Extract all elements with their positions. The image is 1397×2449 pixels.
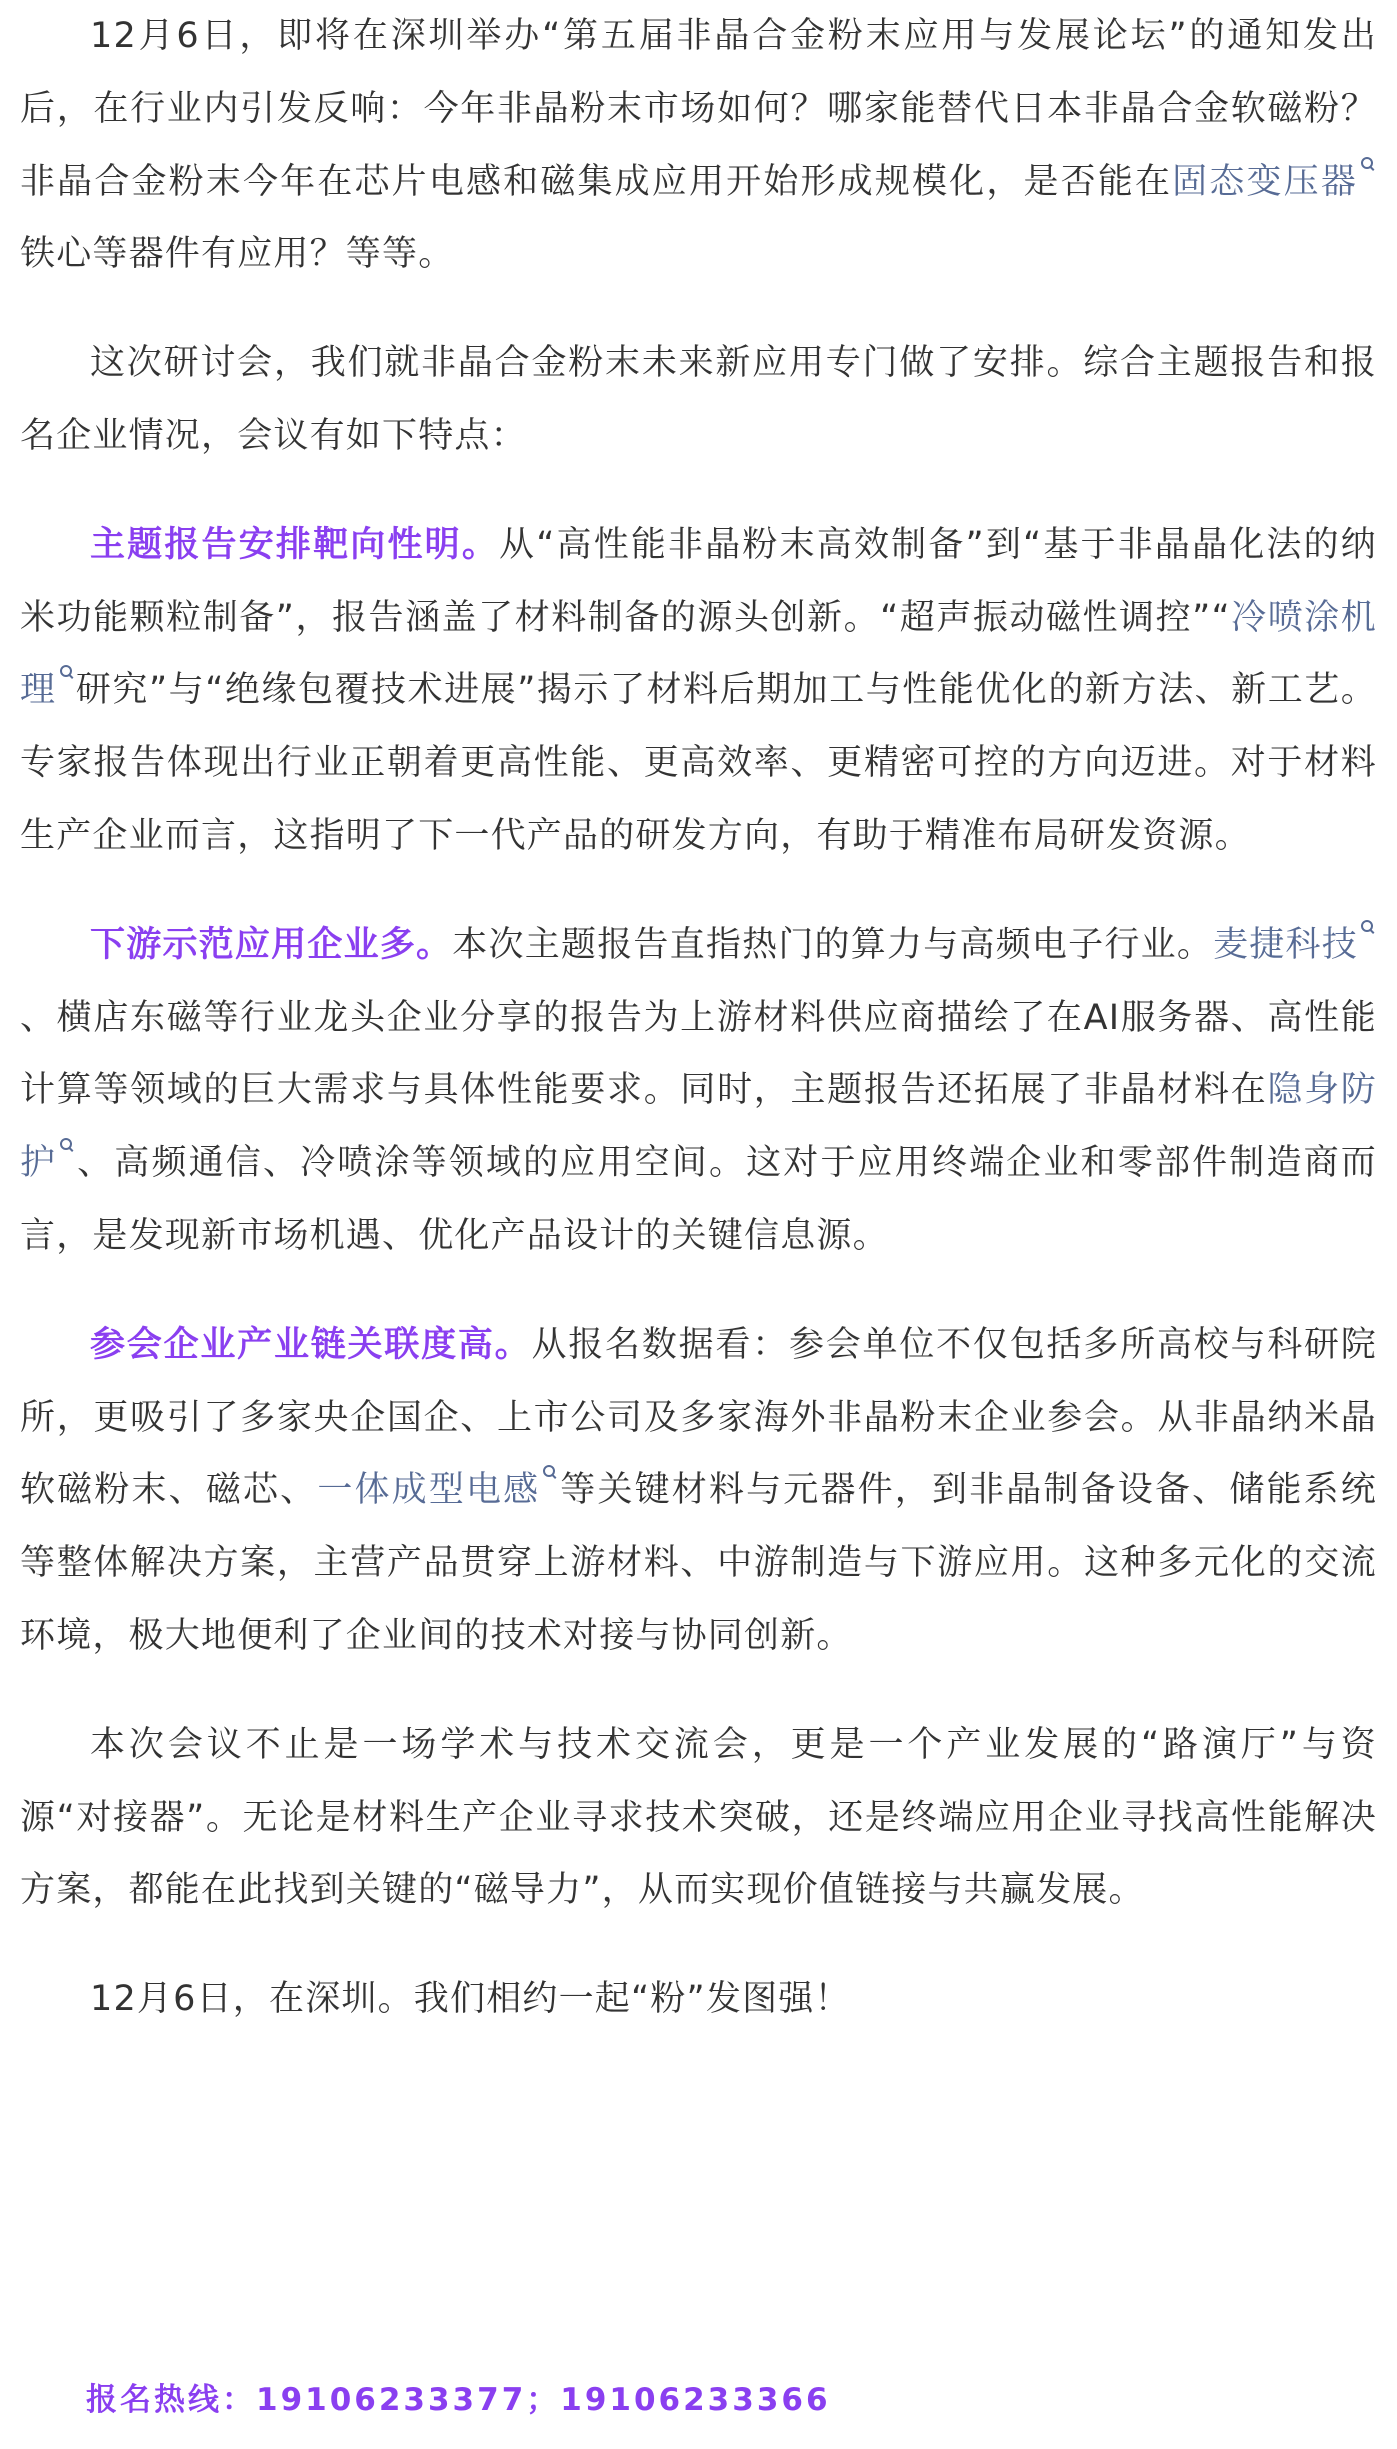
section-heading-keynote: 主题报告安排靶向性明。 <box>90 524 500 565</box>
link-integrated-inductor[interactable] <box>317 1470 559 1510</box>
search-icon[interactable] <box>60 1138 74 1152</box>
paragraph-overview <box>20 327 1377 473</box>
text-segment: 12月6日，即将在深圳举办“第五届非晶合金粉末应用与发展论坛”的通知发出后，在行业内引发反响：今年非晶粉末市场如何？哪家能替代日本非晶合金软磁粉？非晶合金粉末今年在芯片电感和磁集成应用开始形成规模化，是否能在 <box>20 16 1377 202</box>
text-segment: 12月6日，在深圳。我们相约一起“粉”发图强！ <box>90 1979 851 2020</box>
paragraph-invitation <box>20 1963 1377 2036</box>
text-segment: 本次主题报告直指热门的算力与高频电子行业。 <box>452 924 1214 965</box>
text-segment: 本次会议不止是一场学术与技术交流会，更是一个产业发展的“路演厅”与资源“对接器”。无论是材料生产企业寻求技术突破，还是终端应用企业寻找高性能解决方案，都能在此找到关键的“磁导力”，从而实现价值链接与共赢发展。 <box>20 1724 1377 1911</box>
text-segment: 这次研讨会，我们就非晶合金粉末未来新应用专门做了安排。综合主题报告和报名企业情况，会议有如下特点： <box>20 343 1377 456</box>
text-segment: 铁心等器件有应用？等等。 <box>20 234 455 275</box>
text-segment: 等关键材料与元器件，到非晶制备设备、储能系统等整体解决方案，主营产品贯穿上游材料、中游制造与下游应用。这种多元化的交流环境，极大地便利了企业间的技术对接与协同创新。 <box>20 1470 1378 1656</box>
search-icon[interactable] <box>1361 157 1375 171</box>
registration-hotline: 报名热线：19106233377；19106233366 <box>86 2382 831 2418</box>
text-segment: 、横店东磁等行业龙头企业分享的报告为上游材料供应商描绘了在AI服务器、高性能计算等领域的巨大需求与具体性能要求。同时，主题报告还拓展了非晶材料在 <box>20 997 1377 1111</box>
text-segment: 从“高性能非晶粉末高效制备”到“基于非晶晶化法的纳米功能颗粒制备”，报告涵盖了材料制备的源头创新。“超声振动磁性调控”“ <box>20 524 1377 638</box>
section-heading-downstream: 下游示范应用企业多。 <box>90 924 453 965</box>
search-icon[interactable] <box>60 665 74 679</box>
paragraph-industry-chain <box>20 1309 1377 1673</box>
link-microgate-technology[interactable] <box>1213 925 1377 965</box>
link-label[interactable]: 一体成型电感 <box>317 1470 541 1511</box>
link-label[interactable]: 隐身防护 <box>20 1070 1377 1184</box>
search-icon[interactable] <box>543 1465 557 1479</box>
paragraph-intro <box>20 0 1377 291</box>
link-label[interactable]: 冷喷涂机理 <box>20 597 1377 711</box>
link-solid-state-transformer[interactable] <box>1172 162 1377 202</box>
article-body <box>20 0 1377 2036</box>
search-icon[interactable] <box>1361 920 1375 934</box>
link-label[interactable]: 麦捷科技 <box>1213 924 1358 965</box>
section-heading-industry-chain: 参会企业产业链关联度高。 <box>90 1324 532 1365</box>
paragraph-downstream-applications <box>20 909 1377 1273</box>
link-label[interactable]: 固态变压器 <box>1172 161 1358 202</box>
text-segment: 从报名数据看：参会单位不仅包括多所高校与科研院所，更吸引了多家央企国企、上市公司及多家海外非晶粉末企业参会。从非晶纳米晶软磁粉末、磁芯、 <box>20 1324 1378 1511</box>
text-segment: 、高频通信、冷喷涂等领域的应用空间。这对于应用终端企业和零部件制造商而言，是发现新市场机遇、优化产品设计的关键信息源。 <box>20 1143 1377 1256</box>
paragraph-conclusion <box>20 1709 1377 1927</box>
text-segment: 研究”与“绝缘包覆技术进展”揭示了材料后期加工与性能优化的新方法、新工艺。专家报告体现出行业正朝着更高性能、更高效率、更精密可控的方向迈进。对于材料生产企业而言，这指明了下一代产品的研发方向，有助于精准布局研发资源。 <box>20 670 1377 856</box>
paragraph-keynote-reports <box>20 509 1377 873</box>
